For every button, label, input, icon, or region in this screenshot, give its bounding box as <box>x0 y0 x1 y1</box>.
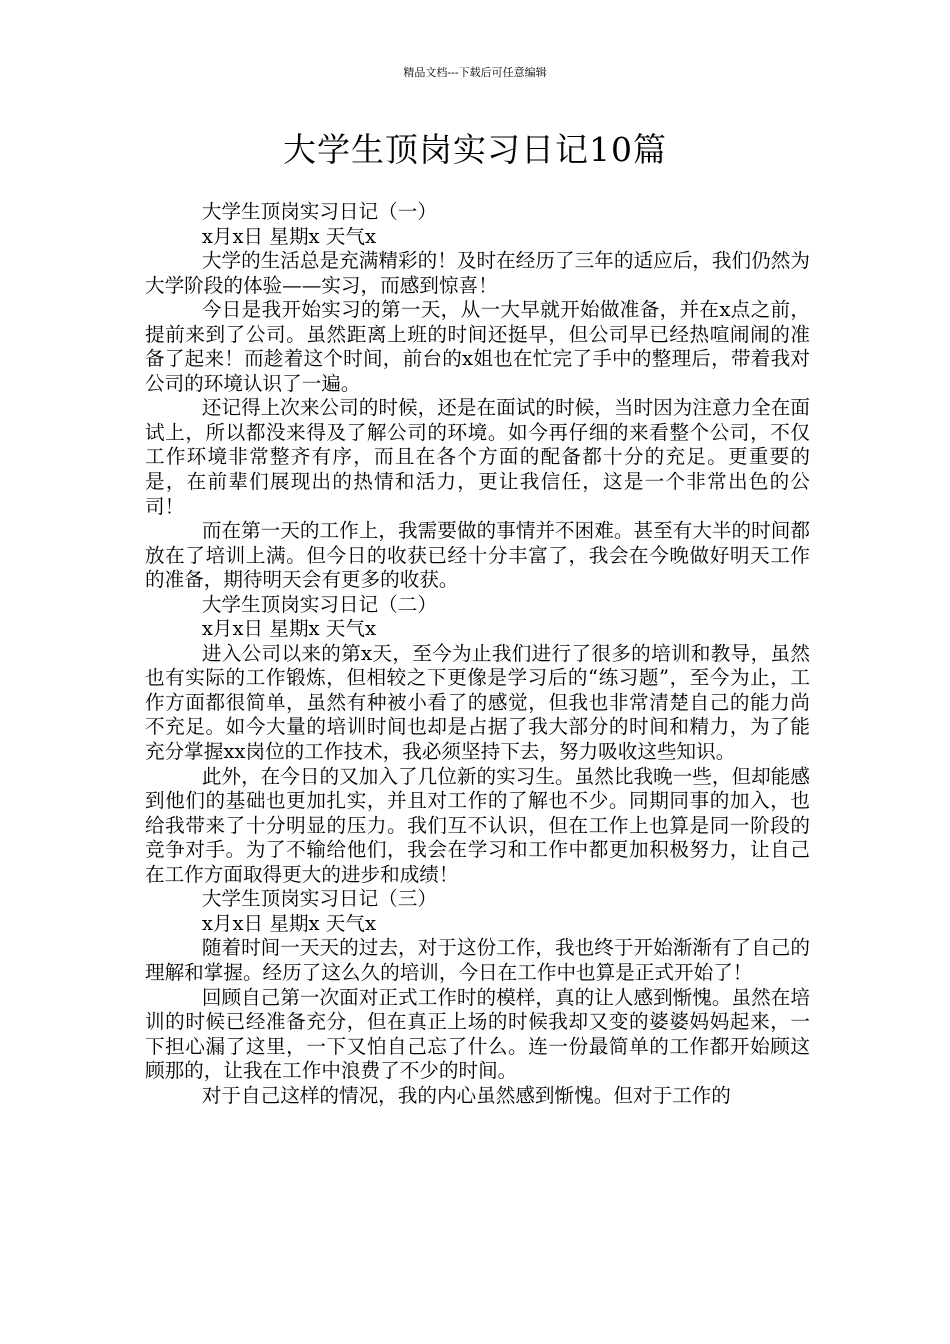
body-paragraph: 进入公司以来的第x天，至今为止我们进行了很多的培训和教导，虽然也有实际的工作锻炼，但相较之下更像是学习后的“练习题”，至今为止，工作方面都很简单，虽然有种被小看了的感觉，但我也非常清楚自己的能力尚不充足。如今大量的培训时间也却是占据了我大部分的时间和精力，为了能充分掌握xx岗位的工作技术，我必须坚持下去，努力吸收这些知识。 <box>145 641 810 764</box>
section-heading-2: 大学生顶岗实习日记（二） <box>201 592 437 616</box>
date-line-2: x月x日 星期x 天气x <box>201 617 377 641</box>
date-line-3: x月x日 星期x 天气x <box>201 911 377 935</box>
section-heading-3: 大学生顶岗实习日记（三） <box>201 887 437 911</box>
body-paragraph: 此外，在今日的又加入了几位新的实习生。虽然比我晚一些，但却能感到他们的基础也更加扎实，并且对工作的了解也不少。同期同事的加入，也给我带来了十分明显的压力。我们互不认识，但在工作上也算是同一阶段的竞争对手。为了不输给他们，我会在学习和工作中都更加积极努力，让自己在工作方面取得更大的进步和成绩！ <box>145 764 810 886</box>
header-note: 精品文档---下载后可任意编辑 <box>403 66 547 79</box>
document-title: 大学生顶岗实习日记10篇 <box>283 130 667 169</box>
body-paragraph: 今日是我开始实习的第一天，从一大早就开始做准备，并在x点之前，提前来到了公司。虽然距离上班的时间还挺早，但公司早已经热喧闹闹的准备了起来！而趁着这个时间，前台的x姐也在忙完了手中的整理后，带着我对公司的环境认识了一遍。 <box>145 298 810 395</box>
body-paragraph: 回顾自己第一次面对正式工作时的模样，真的让人感到惭愧。虽然在培训的时候已经准备充分，但在真正上场的时候我却又变的婆婆妈妈起来，一下担心漏了这里，一下又怕自己忘了什么。连一份最简单的工作都开始顾这顾那的，让我在工作中浪费了不少的时间。 <box>145 985 810 1083</box>
body-paragraph: 随着时间一天天的过去，对于这份工作，我也终于开始渐渐有了自己的理解和掌握。经历了这么久的培训，今日在工作中也算是正式开始了！ <box>145 936 810 984</box>
body-paragraph: 大学的生活总是充满精彩的！及时在经历了三年的适应后，我们仍然为大学阶段的体验——实习，而感到惊喜！ <box>145 249 810 297</box>
body-paragraph: 还记得上次来公司的时候，还是在面试的时候，当时因为注意力全在面试上，所以都没来得及了解公司的环境。如今再仔细的来看整个公司，不仅工作环境非常整齐有序，而且在各个方面的配备都十分的充足。更重要的是，在前辈们展现出的热情和活力，更让我信任，这是一个非常出色的公司！ <box>145 396 810 518</box>
body-paragraph: 对于自己这样的情况，我的内心虽然感到惭愧。但对于工作的 <box>201 1083 731 1107</box>
section-heading-1: 大学生顶岗实习日记（一） <box>201 200 437 223</box>
body-paragraph: 而在第一天的工作上，我需要做的事情并不困难。甚至有大半的时间都放在了培训上满。但今日的收获已经十分丰富了，我会在今晚做好明天工作的准备，期待明天会有更多的收获。 <box>145 519 810 592</box>
date-line-1: x月x日 星期x 天气x <box>201 224 377 248</box>
document-body <box>145 200 810 1108</box>
